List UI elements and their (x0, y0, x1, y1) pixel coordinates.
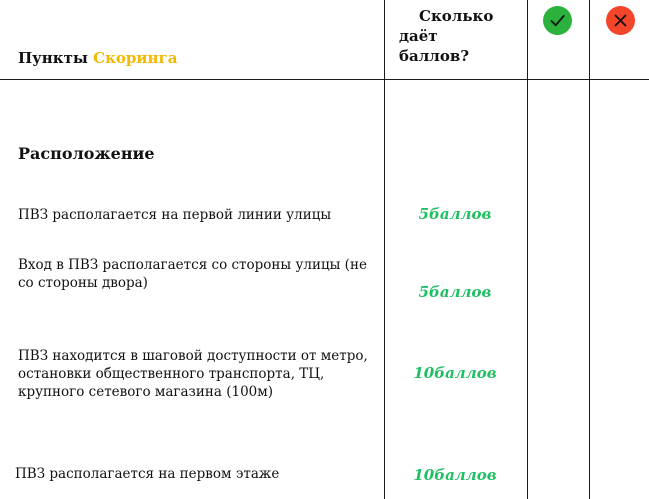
header-divider (0, 79, 649, 80)
close-icon (606, 6, 635, 35)
points-column-header (399, 6, 519, 66)
points-header-line: даёт (399, 27, 438, 45)
points-header-line: баллов? (399, 47, 470, 65)
column-divider (589, 0, 590, 499)
criterion-score: 10баллов (413, 466, 497, 484)
criterion-score: 5баллов (418, 283, 492, 301)
header-title-prefix: Пункты (18, 49, 88, 67)
column-divider (384, 0, 385, 499)
criterion-score: 5баллов (418, 205, 492, 223)
criterion-score: 10баллов (413, 364, 497, 382)
criterion-text: ПВЗ располагается на первом этаже (15, 466, 280, 482)
criterion-text: ПВЗ располагается на первой линии улицы (18, 207, 332, 223)
criterion-text: ПВЗ находится в шаговой доступности от метро, остановки общественного транспорта, ТЦ, крупного сетевого магазина (100м) (18, 348, 368, 400)
criterion-text: Вход в ПВЗ располагается со стороны улицы (не со стороны двора) (18, 257, 367, 291)
column-divider (527, 0, 528, 499)
check-icon (543, 6, 572, 35)
points-header-line: Сколько (419, 7, 494, 25)
header-title-accent: Скоринга (93, 49, 178, 67)
section-title: Расположение (18, 144, 155, 163)
header-title (18, 49, 177, 67)
